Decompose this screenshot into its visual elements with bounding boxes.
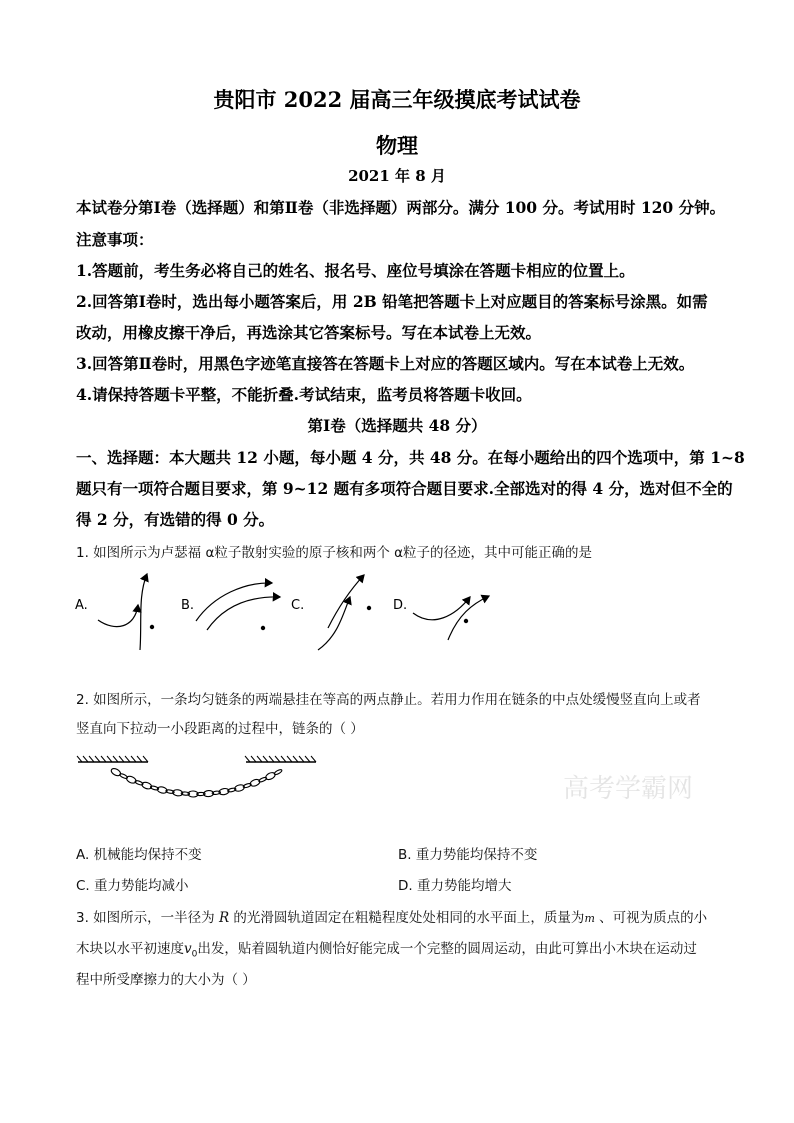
q2-option-a: A. 机械能均保持不变 [76,847,202,863]
radius-symbol: R [218,910,230,926]
q3-stem-line-2 [76,937,697,960]
hatch-mark [95,756,100,762]
hatch-mark [107,756,112,762]
part1-title: 第Ⅰ卷（选择题共 48 分） [307,416,487,435]
notice-item-1: 1.答题前，考生务必将自己的姓名、报名号、座位号填涂在答题卡相应的位置上。 [76,261,635,280]
hatch-mark [287,756,292,762]
q2-stem-line-1: 2. 如图所示，一条均匀链条的两端悬挂在等高的两点静止。若用力作用在链条的中点处缓慢竖直向上或者 [76,692,701,708]
hanging-chain [110,767,282,797]
hatch-mark [89,756,94,762]
q3-text-1c: 、可视为质点的小 [594,910,708,926]
hatch-mark [299,756,304,762]
q1-stem: 1. 如图所示为卢瑟福 α粒子散射实验的原子核和两个 α粒子的径迹，其中可能正确的是 [76,545,593,561]
section-instructions-line-3: 得 2 分，有选错的得 0 分。 [76,510,275,529]
q2-option-d: D. 重力势能均增大 [398,878,512,894]
q1-option-c-label: C. [291,598,305,613]
exam-title: 贵阳市 2022 届高三年级摸底考试试卷 [213,87,581,112]
hatch-mark [77,756,82,762]
hatch-mark [305,756,310,762]
q1-option-b-label: B. [181,598,195,613]
mass-symbol: m [584,912,595,925]
hatch-mark [119,756,124,762]
exam-date: 2021 年 8 月 [348,167,446,185]
q1-option-a-label: A. [75,598,88,613]
hatch-mark [275,756,280,762]
hatch-mark [131,756,136,762]
watermark: 高考学霸网 [563,774,694,804]
hatch-mark [125,756,130,762]
subject-title: 物理 [376,133,418,158]
q3-text-2b: 出发，贴着圆轨道内侧恰好能完成一个完整的圆周运动，由此可算出小木块在运动过 [197,941,697,957]
hatch-mark [257,756,262,762]
section-instructions-line-2: 题只有一项符合题目要求，第 9~12 题有多项符合题目要求.全部选对的得 4 分，选对但不全的 [76,479,733,498]
q2-stem-line-2: 竖直向下拉动一小段距离的过程中，链条的（ ） [76,721,364,737]
q1-option-d-label: D. [393,598,408,613]
notice-heading: 注意事项： [76,230,154,249]
chain-link [274,769,283,776]
q3-text-1a: 3. 如图所示，一半径为 [76,910,219,926]
q2-option-c: C. 重力势能均减小 [76,878,189,894]
q3-stem-line-3: 程中所受摩擦力的大小为（ ） [76,972,256,988]
hatch-mark [143,756,148,762]
hatch-mark [311,756,316,762]
hatch-mark [113,756,118,762]
q3-text-1b: 的光滑圆轨道固定在粗糙程度处处相同的水平面上，质量为 [229,910,585,926]
intro-text: 本试卷分第Ⅰ卷（选择题）和第Ⅱ卷（非选择题）两部分。满分 100 分。考试用时 120 分钟。 [76,198,726,217]
q2-option-b: B. 重力势能均保持不变 [398,847,538,863]
hatch-mark [269,756,274,762]
hatch-mark [101,756,106,762]
section-instructions-line-1: 一、选择题：本大题共 12 小题，每小题 4 分，共 48 分。在每小题给出的四个选项中，第 1~8 [76,448,745,467]
q3-stem-line-1 [76,906,707,926]
q3-text-2a: 木块以水平初速度 [76,941,184,957]
hatch-mark [263,756,268,762]
notice-item-2-line-1: 2.回答第Ⅰ卷时，选出每小题答案后，用 2B 铅笔把答题卡上对应题目的答案标号涂黑。如需 [76,292,708,311]
hatch-mark [281,756,286,762]
hatch-mark [245,756,250,762]
hatch-mark [293,756,298,762]
notice-item-3: 3.回答第Ⅱ卷时，用黑色字迹笔直接答在答题卡上对应的答题区域内。写在本试卷上无效。 [76,354,695,373]
velocity-symbol: v [184,941,192,957]
hatch-mark [251,756,256,762]
hatch-mark [137,756,142,762]
velocity-subscript: 0 [191,949,198,960]
hatch-mark [83,756,88,762]
ceiling-hatching [77,756,316,762]
notice-item-4: 4.请保持答题卡平整，不能折叠.考试结束，监考员将答题卡收回。 [76,385,532,404]
notice-item-2-line-2: 改动，用橡皮擦干净后，再选涂其它答案标号。写在本试卷上无效。 [76,323,542,342]
